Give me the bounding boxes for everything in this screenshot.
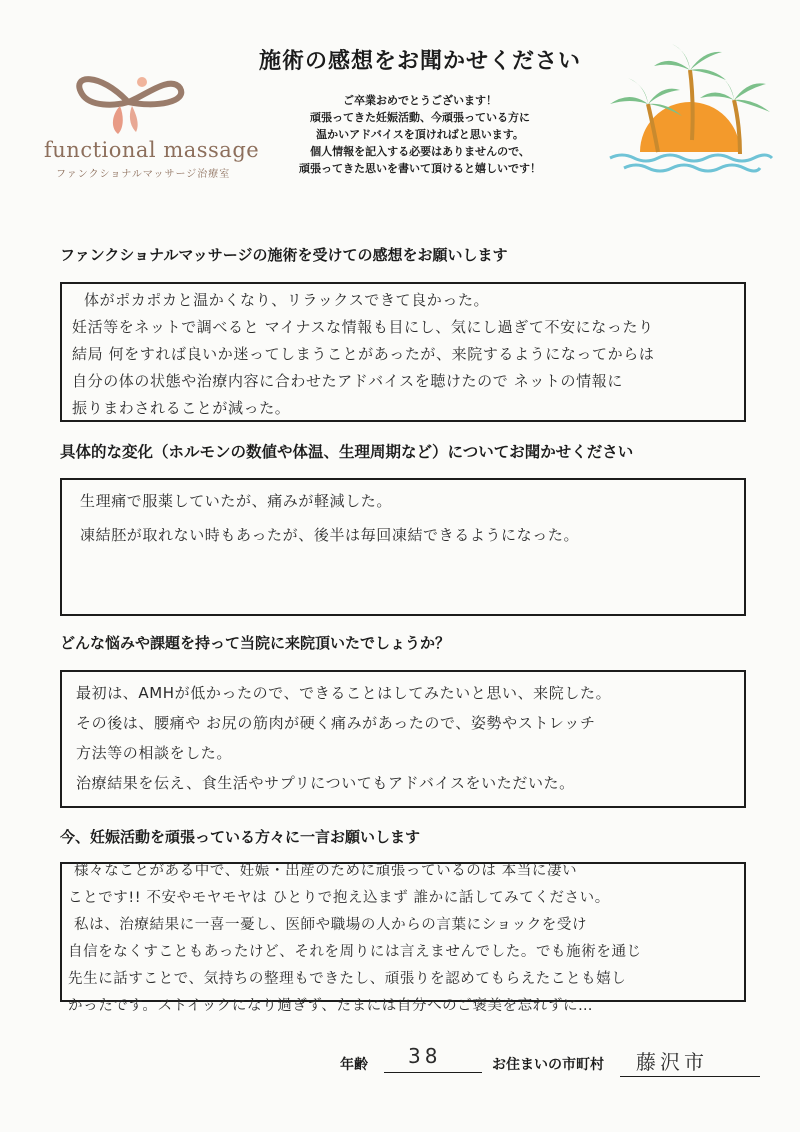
answer-line: 自信をなくすこともあったけど、それを周りには言えませんでした。でも施術を通じ (68, 944, 642, 960)
city-label: お住まいの市町村 (492, 1057, 604, 1073)
answer-line: 自分の体の状態や治療内容に合わせたアドバイスを聴けたので ネットの情報に (72, 372, 623, 390)
intro-message (240, 92, 600, 177)
answer-line: 方法等の相談をした。 (76, 744, 233, 762)
intro-line: 頑張ってきた思いを書いて頂けると嬉しいです！ (299, 162, 541, 175)
answer-line: 結局 何をすれば良いか迷ってしまうことがあったが、来院するようになってからは (72, 345, 655, 363)
question-message: 今、妊娠活動を頑張っている方々に一言お願いします (60, 828, 421, 846)
answer-line: かったです。ストイックになり過ぎず、たまには自分へのご褒美を忘れずに… (68, 998, 594, 1014)
age-label: 年齢 (340, 1057, 368, 1073)
intro-line: ご卒業おめでとうございます！ (343, 94, 497, 107)
handwritten-answer (62, 480, 744, 552)
answer-line: 振りまわされることが減った。 (72, 399, 291, 417)
answer-line: 生理痛で服薬していたが、痛みが軽減した。 (80, 492, 393, 510)
answer-line: 私は、治療結果に一喜一憂し、医師や職場の人からの言葉にショックを受け (74, 917, 588, 933)
answer-line: その後は、腰痛や お尻の筋肉が硬く痛みがあったので、姿勢やストレッチ (76, 714, 596, 732)
answer-box-concerns (60, 670, 746, 808)
intro-line: 温かいアドバイスを頂ければと思います。 (316, 128, 524, 141)
form-title: 施術の感想をお聞かせください (258, 49, 581, 74)
handwritten-answer (62, 284, 744, 422)
answer-line: 先生に話すことで、気持ちの整理もできたし、頑張りを認めてもらえたことも嬉し (68, 971, 627, 987)
age-value: 38 (408, 1044, 442, 1068)
question-concerns: どんな悩みや課題を持って当院に来院頂いたでしょうか？ (60, 634, 451, 652)
intro-line: 個人情報を記入する必要はありませんので、 (310, 145, 530, 158)
question-changes: 具体的な変化（ホルモンの数値や体温、生理周期など）についてお聞かせください (60, 443, 634, 461)
answer-line: 体がポカポカと温かくなり、リラックスできて良かった。 (84, 291, 490, 309)
handwritten-answer (62, 672, 744, 798)
city-field-line (620, 1076, 760, 1077)
answer-line: 妊活等をネットで調べると マイナスな情報も目にし、気にし過ぎて不安になったり (72, 318, 654, 336)
age-field-line (384, 1072, 482, 1073)
handwritten-answer (68, 858, 642, 1020)
city-value: 藤沢市 (636, 1050, 708, 1074)
answer-box-changes (60, 478, 746, 616)
answer-line: 様々なことがある中で、妊娠・出産のために頑張っているのは 本当に凄い (74, 863, 578, 879)
answer-line: 凍結胚が取れない時もあったが、後半は毎回凍結できるようになった。 (80, 526, 580, 544)
brand-name: functional massage (44, 138, 260, 162)
functional-massage-logo-icon (60, 62, 200, 142)
answer-line: 治療結果を伝え、食生活やサプリについてもアドバイスをいただいた。 (76, 774, 575, 792)
brand-subtitle: ファンクショナルマッサージ治療室 (56, 169, 231, 180)
question-impressions: ファンクショナルマッサージの施術を受けての感想をお願いします (60, 246, 508, 264)
palm-trees-sunset-icon (600, 40, 780, 175)
answer-line: ことです!! 不安やモヤモヤは ひとりで抱え込まず 誰かに話してみてください。 (68, 890, 610, 906)
answer-box-impressions (60, 282, 746, 422)
intro-line: 頑張ってきた妊娠活動、今頑張っている方に (310, 111, 530, 124)
answer-line: 最初は、AMHが低かったので、できることはしてみたいと思い、来院した。 (76, 684, 612, 702)
